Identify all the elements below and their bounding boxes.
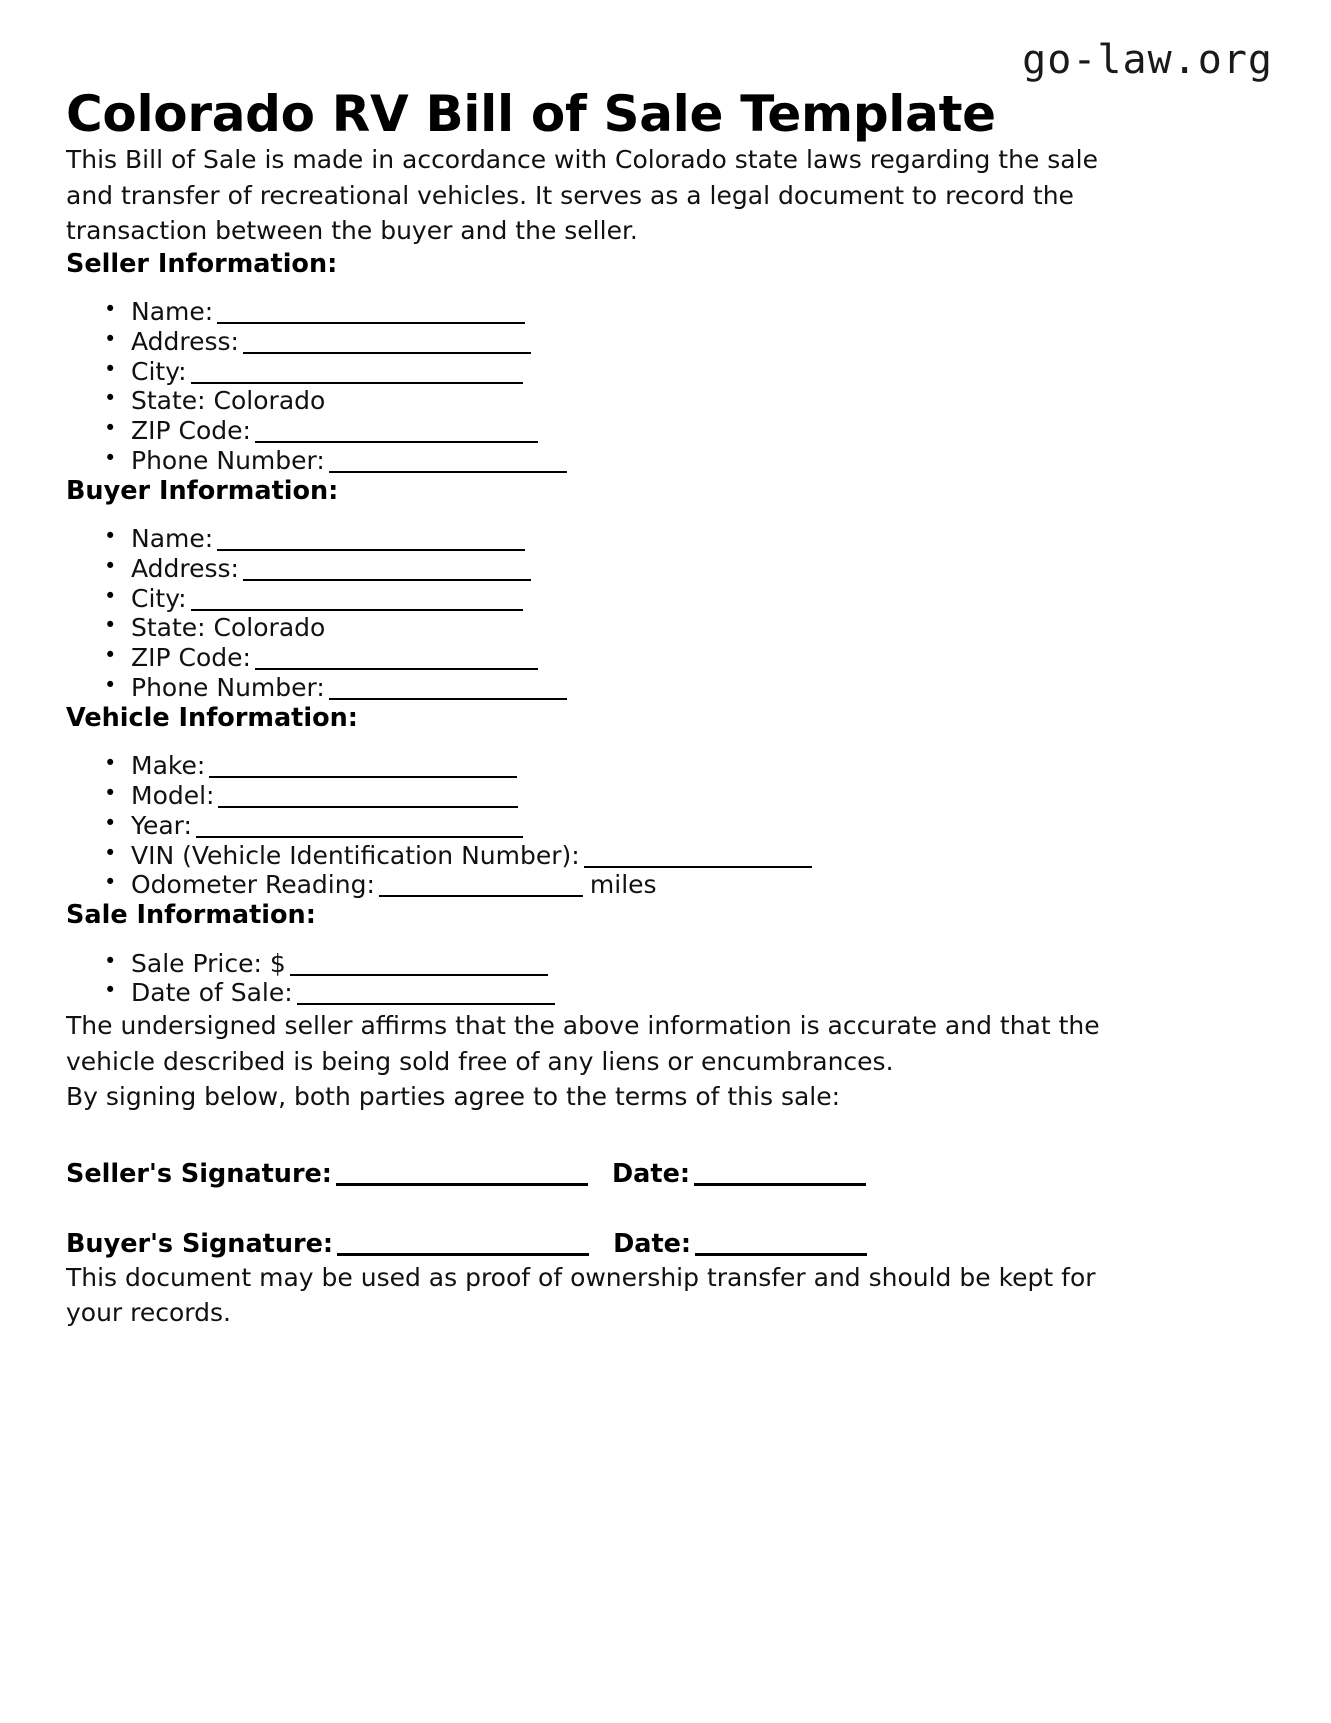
affirmation-paragraph: The undersigned seller affirms that the above information is accurate and that the vehicle described is being sold free of any liens or encumbrances. (66, 1011, 1100, 1076)
vehicle-make-blank[interactable] (209, 760, 517, 778)
list-item (104, 554, 1156, 584)
list-item (104, 673, 1156, 703)
seller-signature-row (66, 1159, 1156, 1190)
vehicle-vin-blank[interactable] (584, 850, 812, 868)
list-item (104, 584, 1156, 614)
list-item (104, 297, 1156, 327)
seller-name-blank[interactable] (217, 306, 525, 324)
list-item (104, 841, 1156, 871)
intro-paragraph: This Bill of Sale is made in accordance with Colorado state laws regarding the sale and transfer of recreational vehicles. It serves as a legal document to record the transaction between the buyer and the seller. (66, 145, 1098, 245)
buyer-signature-row (66, 1229, 1156, 1260)
buyer-date-blank[interactable] (695, 1237, 867, 1256)
list-item (104, 446, 1156, 476)
field-label: State: Colorado (131, 386, 326, 416)
field-label: Sale Price: $ (131, 948, 286, 978)
buyer-address-blank[interactable] (243, 563, 531, 581)
list-item (104, 613, 1156, 643)
document-body (66, 0, 1156, 1331)
field-label: Phone Number: (131, 672, 325, 702)
field-label: Name: (131, 297, 214, 327)
field-label: Phone Number: (131, 445, 325, 475)
list-item (104, 524, 1156, 554)
seller-signature-blank[interactable] (336, 1167, 588, 1186)
section-heading-vehicle: Vehicle Information: (66, 702, 358, 733)
section-heading-sale: Sale Information: (66, 900, 316, 931)
buyer-city-blank[interactable] (191, 593, 523, 611)
list-item (104, 870, 1156, 900)
seller-signature-label: Seller's Signature: (66, 1158, 333, 1189)
field-label: Year: (131, 810, 192, 840)
list-item (104, 978, 1156, 1008)
sale-field-list (66, 949, 1156, 1009)
field-label: State: Colorado (131, 613, 326, 643)
list-item (104, 949, 1156, 979)
field-label: City: (131, 356, 187, 386)
field-label: Name: (131, 524, 214, 554)
seller-date-label: Date: (612, 1158, 691, 1189)
list-item (104, 781, 1156, 811)
buyer-name-blank[interactable] (217, 533, 525, 551)
vehicle-field-list (66, 751, 1156, 900)
seller-date-blank[interactable] (694, 1167, 866, 1186)
section-heading-buyer: Buyer Information: (66, 475, 339, 506)
list-item (104, 416, 1156, 446)
list-item (104, 327, 1156, 357)
sale-date-blank[interactable] (297, 987, 555, 1005)
field-label: ZIP Code: (131, 643, 251, 673)
buyer-field-list (66, 524, 1156, 703)
list-item (104, 357, 1156, 387)
field-label: Model: (131, 781, 215, 811)
seller-zip-blank[interactable] (255, 425, 538, 443)
list-item (104, 643, 1156, 673)
odometer-unit: miles (589, 870, 657, 900)
by-signing-paragraph: By signing below, both parties agree to the terms of this sale: (66, 1082, 841, 1112)
site-watermark: go-law.org (1022, 37, 1273, 83)
closing-paragraph: This document may be used as proof of ownership transfer and should be kept for your records. (66, 1262, 1096, 1328)
buyer-zip-blank[interactable] (255, 652, 538, 670)
list-item (104, 811, 1156, 841)
seller-address-blank[interactable] (243, 336, 531, 354)
seller-field-list (66, 297, 1156, 476)
list-item (104, 386, 1156, 416)
field-label: Odometer Reading: (131, 870, 375, 900)
field-label: Date of Sale: (131, 978, 293, 1008)
buyer-signature-label: Buyer's Signature: (66, 1229, 334, 1260)
field-label: ZIP Code: (131, 416, 251, 446)
sale-price-blank[interactable] (290, 958, 548, 976)
buyer-phone-blank[interactable] (329, 682, 567, 700)
seller-city-blank[interactable] (191, 366, 523, 384)
vehicle-year-blank[interactable] (196, 820, 523, 838)
list-item (104, 751, 1156, 781)
field-label: VIN (Vehicle Identification Number): (131, 840, 580, 870)
vehicle-odometer-blank[interactable] (379, 879, 583, 897)
field-label: Address: (131, 553, 239, 583)
vehicle-model-blank[interactable] (218, 790, 518, 808)
field-label: City: (131, 583, 187, 613)
buyer-date-label: Date: (613, 1229, 692, 1260)
seller-phone-blank[interactable] (329, 455, 567, 473)
field-label: Address: (131, 326, 239, 356)
page-title: Colorado RV Bill of Sale Template (66, 85, 996, 143)
section-heading-seller: Seller Information: (66, 248, 338, 279)
buyer-signature-blank[interactable] (337, 1237, 589, 1256)
field-label: Make: (131, 751, 206, 781)
